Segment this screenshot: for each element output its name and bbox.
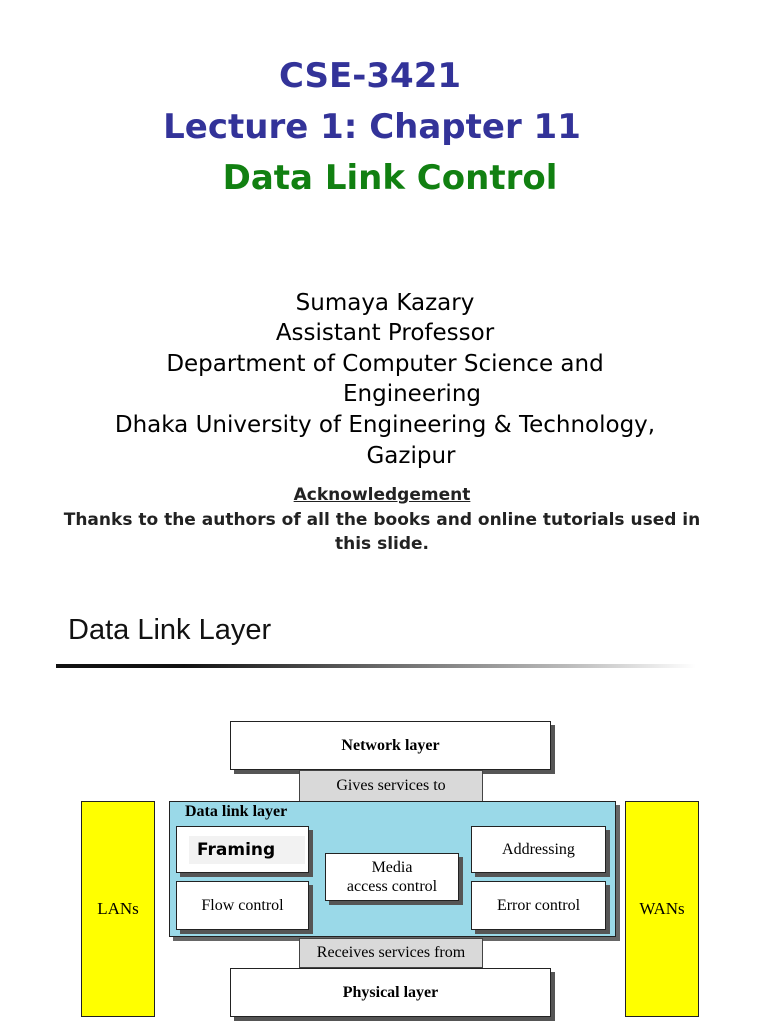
author-department-line1: Department of Computer Science and — [166, 351, 604, 377]
wans-label: WANs — [639, 899, 685, 918]
author-university-line1: Dhaka University of Engineering & Technology, — [114, 412, 656, 438]
gives-services-connector — [299, 770, 483, 802]
acknowledgement-text-line2: this slide. — [334, 534, 430, 554]
author-university-line2: Gazipur — [366, 443, 456, 469]
lans-box — [81, 801, 155, 1017]
addressing-box — [471, 826, 606, 873]
network-layer-box — [230, 721, 551, 770]
framing-label: Framing — [189, 836, 305, 864]
error-control-label: Error control — [496, 896, 581, 914]
framing-box — [176, 826, 309, 873]
flow-control-label: Flow control — [201, 896, 284, 914]
acknowledgement-heading: Acknowledgement — [293, 485, 471, 505]
gives-services-label: Gives services to — [336, 777, 446, 794]
data-link-layer-label: Data link layer — [185, 803, 288, 820]
flow-control-box — [176, 881, 309, 930]
title-underline-rule — [56, 664, 696, 668]
network-layer-label: Network layer — [341, 736, 440, 754]
author-department-line2: Engineering — [343, 381, 481, 407]
data-link-layer-slide-title: Data Link Layer — [68, 614, 272, 646]
author-name: Sumaya Kazary — [295, 290, 475, 316]
lans-label: LANs — [97, 899, 139, 918]
acknowledgement-text-line1: Thanks to the authors of all the books and online tutorials used in — [63, 510, 701, 530]
media-access-control-box — [325, 853, 459, 901]
addressing-label: Addressing — [502, 840, 575, 858]
media-access-label-line1: Media — [371, 859, 413, 876]
lecture-title: Lecture 1: Chapter 11 — [163, 107, 581, 147]
wans-box — [625, 801, 699, 1017]
receives-services-connector — [299, 938, 483, 968]
receives-services-label: Receives services from — [316, 944, 466, 961]
error-control-box — [471, 881, 606, 930]
author-position: Assistant Professor — [275, 320, 495, 346]
media-access-label-line2: access control — [346, 878, 438, 895]
course-code: CSE-3421 — [278, 56, 462, 96]
topic-title: Data Link Control — [222, 158, 558, 198]
physical-layer-label: Physical layer — [342, 983, 439, 1001]
physical-layer-box — [230, 968, 551, 1017]
